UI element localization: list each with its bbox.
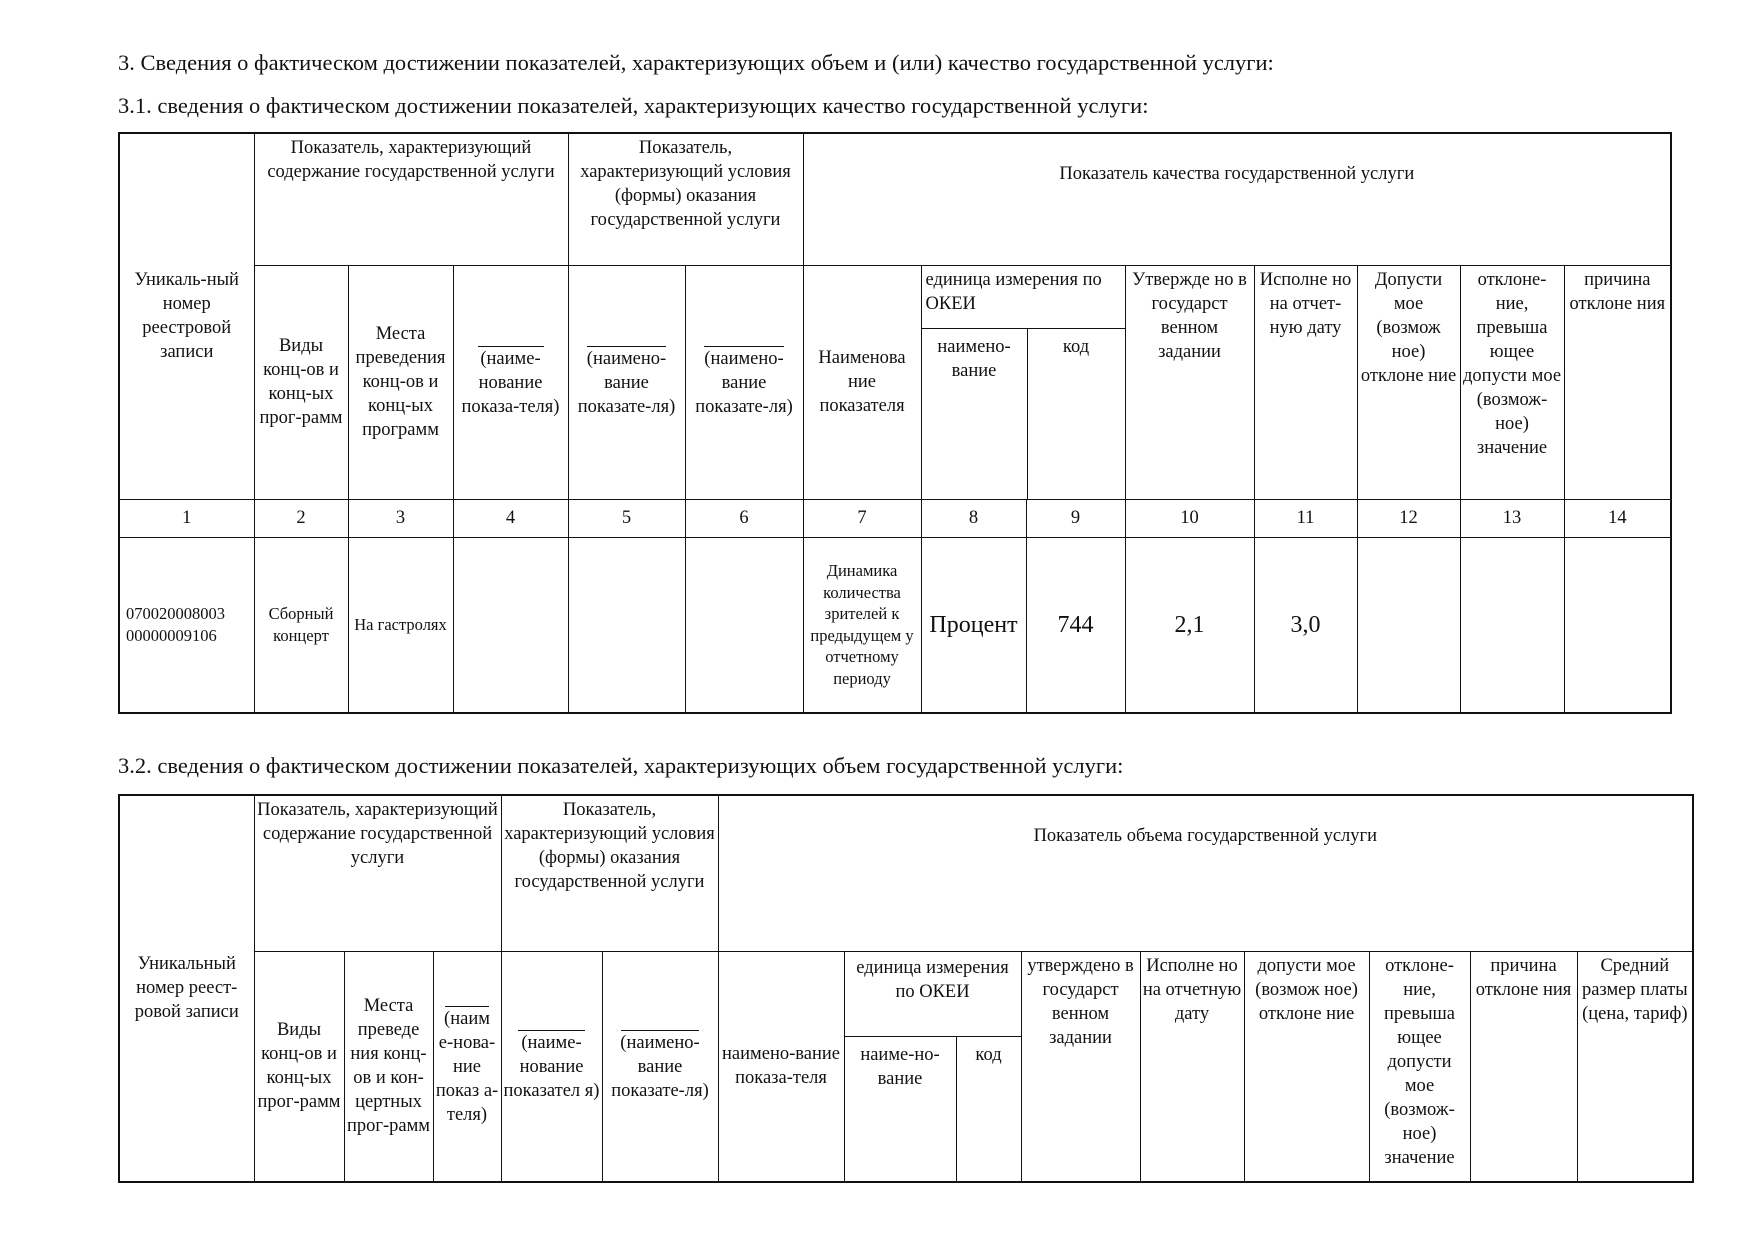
empty-cell [453, 537, 568, 713]
col-name5-label: (наимено-вание показате-ля) [577, 348, 676, 417]
quality-indicators-table [118, 132, 1672, 714]
col-unit-name-label: наимено-вание [922, 329, 1028, 499]
col-unit-label: единица измерения по ОКЕИ [845, 952, 1021, 1037]
conditions-indicator-group-header [501, 795, 718, 951]
volume-indicator-group-header [718, 795, 1693, 951]
column-number: 9 [1026, 499, 1125, 537]
section-3-1-heading: 3.1. сведения о фактическом достижении показателей, характеризующих качество государственной услуги: [118, 93, 1149, 118]
col-name6-label: (наимено-вание показате-ля) [611, 1032, 709, 1101]
approved-value-cell: 2,1 [1125, 537, 1254, 713]
col-name4-label: (наим е-нова-ние показ а-теля) [435, 1008, 499, 1125]
col-executed-label: Исполне но на отчетную дату [1142, 955, 1242, 1024]
executed-value-cell: 3,0 [1254, 537, 1357, 713]
section-3-heading: 3. Сведения о фактическом достижении показателей, характеризующих объем и (или) качество государственной услуги: [118, 50, 1274, 75]
column-number: 10 [1125, 499, 1254, 537]
col-name5-header [568, 265, 685, 499]
content-indicator-label: Показатель, характеризующий содержание государственной услуги [257, 800, 498, 868]
col-types-header [254, 951, 344, 1182]
col-approved-label: утверждено в государст венном задании [1027, 955, 1134, 1048]
col-types-label: Виды конц-ов и конц-ых прог-рамм [259, 336, 343, 428]
col-name6-label: (наимено-вание показате-ля) [695, 348, 793, 417]
unique-number-header [119, 795, 254, 1182]
col-types-label: Виды конц-ов и конц-ых прог-рамм [257, 1020, 341, 1112]
col-unit-header [921, 265, 1125, 499]
col-name4-label: (наиме-нование показа-теля) [461, 348, 560, 417]
column-number: 12 [1357, 499, 1460, 537]
col-unit-code-label: код [975, 1044, 1002, 1065]
conditions-indicator-label: Показатель, характеризующий условия (формы) оказания государственной услуги [580, 138, 791, 230]
column-number: 3 [348, 499, 453, 537]
column-number: 8 [921, 499, 1026, 537]
column-number: 1 [119, 499, 254, 537]
column-number: 2 [254, 499, 348, 537]
volume-indicators-table [118, 794, 1694, 1183]
col-deviation-label: отклоне-ние, превыша ющее допусти мое (возмож-ное) значение [1463, 269, 1562, 458]
column-number: 11 [1254, 499, 1357, 537]
empty-cell [1357, 537, 1460, 713]
content-indicator-group-header [254, 133, 568, 265]
concert-place-cell: На гастролях [348, 537, 453, 713]
col-reason-header [1470, 951, 1577, 1182]
indicator-name-cell: Динамика количества зрителей к предыдущем у отчетному периоду [803, 537, 921, 713]
column-number: 5 [568, 499, 685, 537]
content-indicator-group-header [254, 795, 501, 951]
volume-indicator-label: Показатель объема государственной услуги [1033, 826, 1378, 846]
unique-number-label: Уникаль-ный номер реестровой записи [134, 270, 239, 363]
col-allowed-header [1244, 951, 1369, 1182]
col-name6-header [602, 951, 718, 1182]
col-executed-label: Исполне но на отчет-ную дату [1259, 269, 1352, 338]
col-name4-header [453, 265, 568, 499]
col-allowed-label: Допусти мое (возмож ное) отклоне ние [1360, 269, 1457, 386]
col-places-header [348, 265, 453, 499]
table-row [119, 537, 1671, 713]
column-numbers-row [119, 499, 1671, 537]
col-name5-header [501, 951, 602, 1182]
col-approved-label: Утвержде но в государст венном задании [1132, 269, 1247, 362]
unique-number-header [119, 133, 254, 499]
col-reason-header [1564, 265, 1671, 499]
col-indicator-name-label: Наименова ние показателя [818, 348, 906, 416]
empty-cell [1460, 537, 1564, 713]
col-unit-name-label: наиме-но-вание [845, 1037, 957, 1181]
unit-name-cell: Процент [921, 537, 1026, 713]
empty-cell [568, 537, 685, 713]
conditions-indicator-group-header [568, 133, 803, 265]
col-name6-header [685, 265, 803, 499]
col-places-label: Места преведения конц-ов и конц-ых программ [355, 324, 446, 440]
column-number: 14 [1564, 499, 1671, 537]
unique-number-label: Уникальный номер реест-ровой записи [134, 954, 239, 1023]
col-allowed-header [1357, 265, 1460, 499]
col-executed-header [1254, 265, 1357, 499]
col-fee-label: Средний размер платы (цена, тариф) [1581, 955, 1688, 1024]
quality-indicator-label: Показатель качества государственной услуги [1059, 164, 1415, 184]
col-indicator-name-header [718, 951, 844, 1182]
col-allowed-label: допусти мое (возмож ное) отклоне ние [1255, 955, 1358, 1024]
section-3-2-heading: 3.2. сведения о фактическом достижении показателей, характеризующих объем государственной услуги: [118, 753, 1124, 778]
column-number: 6 [685, 499, 803, 537]
col-deviation-header [1369, 951, 1470, 1182]
empty-cell [685, 537, 803, 713]
concert-type-cell: Сборный концерт [254, 537, 348, 713]
col-reason-label: причина отклоне ния [1475, 955, 1572, 1000]
col-places-header [344, 951, 433, 1182]
col-approved-header [1021, 951, 1140, 1182]
col-reason-label: причина отклоне ния [1569, 269, 1666, 314]
col-fee-header [1577, 951, 1693, 1182]
col-indicator-name-label: наимено-вание показа-теля [722, 1044, 840, 1088]
col-places-label: Места преведе ния конц-ов и кон-цертных прог-рамм [346, 996, 431, 1136]
col-indicator-name-header [803, 265, 921, 499]
column-number: 13 [1460, 499, 1564, 537]
conditions-indicator-label: Показатель, характеризующий условия (формы) оказания государственной услуги [504, 800, 715, 892]
record-number-cell: 070020008003 00000009106 [119, 537, 254, 713]
col-executed-header [1140, 951, 1244, 1182]
empty-cell [1564, 537, 1671, 713]
col-deviation-label: отклоне-ние, превыша ющее допусти мое (возмож-ное) значение [1384, 955, 1455, 1168]
col-deviation-header [1460, 265, 1564, 499]
col-types-header [254, 265, 348, 499]
col-approved-header [1125, 265, 1254, 499]
quality-indicator-group-header [803, 133, 1671, 265]
col-name5-label: (наиме-нование показател я) [503, 1032, 600, 1101]
column-number: 7 [803, 499, 921, 537]
col-unit-code-label: код [1062, 336, 1090, 357]
col-unit-label: единица измерения по ОКЕИ [922, 266, 1125, 329]
col-unit-header [844, 951, 1021, 1182]
col-name4-header [433, 951, 501, 1182]
content-indicator-label: Показатель, характеризующий содержание государственной услуги [267, 138, 555, 182]
column-number: 4 [453, 499, 568, 537]
unit-code-cell: 744 [1026, 537, 1125, 713]
